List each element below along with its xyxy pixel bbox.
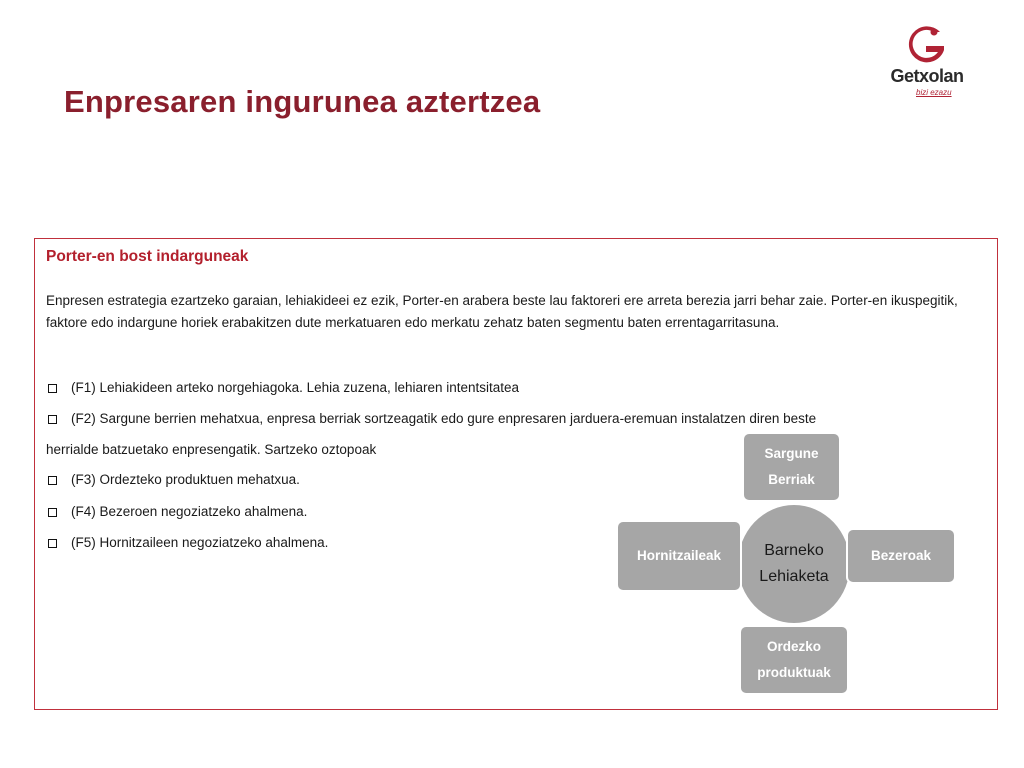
top-label-line2: Berriak [768, 472, 815, 487]
force-item-f2-continuation: herrialde batzuetako enpresengatik. Sartzeko oztopoak [46, 442, 377, 457]
force-item-f4 [46, 501, 307, 522]
center-label-line1: Barneko [764, 542, 824, 559]
diagram-node-bottom [741, 627, 847, 693]
logo-name: Getxolan [890, 66, 964, 86]
force-item-f1 [46, 377, 519, 398]
slide-title: Enpresaren ingurunea aztertzea [64, 84, 541, 119]
section-heading: Porter-en bost indarguneak [46, 248, 249, 265]
getxolan-logo [876, 22, 978, 102]
force-label: (F4) Bezeroen negoziatzeko ahalmena. [71, 504, 308, 519]
diagram-node-right: Bezeroak [848, 530, 954, 582]
bottom-label-line2: produktuak [757, 665, 831, 680]
diagram-center-node [738, 505, 850, 623]
getxolan-logo-icon [904, 26, 948, 66]
diagram-node-top [744, 434, 839, 500]
intro-paragraph: Enpresen estrategia ezartzeko garaian, lehiakideei ez ezik, Porter-en arabera beste lau faktoreri ere arreta berezia jarri behar zaie. Porter-en ikuspegitik, faktore edo indargune horiek erabakitzen dute merkatuaren edo merkatu zehatz baten segmentu baten errentagarritasuna. [46, 293, 958, 330]
checkbox-bullet-icon [48, 508, 57, 517]
force-label: (F1) Lehiakideen arteko norgehiagoka. Lehia zuzena, lehiaren intentsitatea [71, 380, 520, 395]
center-label-line2: Lehiaketa [759, 568, 829, 585]
bottom-label-line1: Ordezko [766, 639, 821, 654]
diagram-node-left: Hornitzaileak [618, 522, 740, 590]
force-label: (F5) Hornitzaileen negoziatzeko ahalmena. [71, 535, 329, 550]
force-label: (F2) Sargune berrien mehatxua, enpresa berriak sortzeagatik edo gure enpresaren jarduera-eremuan instalatzen diren beste [71, 411, 817, 426]
force-item-f2 [46, 408, 816, 429]
top-label-line1: Sargune [764, 446, 819, 461]
force-item-f5 [46, 532, 328, 553]
checkbox-bullet-icon [48, 384, 57, 393]
checkbox-bullet-icon [48, 476, 57, 485]
logo-tagline: bizi ezazu [916, 88, 952, 97]
checkbox-bullet-icon [48, 415, 57, 424]
force-item-f3 [46, 469, 300, 490]
checkbox-bullet-icon [48, 539, 57, 548]
force-label: (F3) Ordezteko produktuen mehatxua. [71, 472, 300, 487]
